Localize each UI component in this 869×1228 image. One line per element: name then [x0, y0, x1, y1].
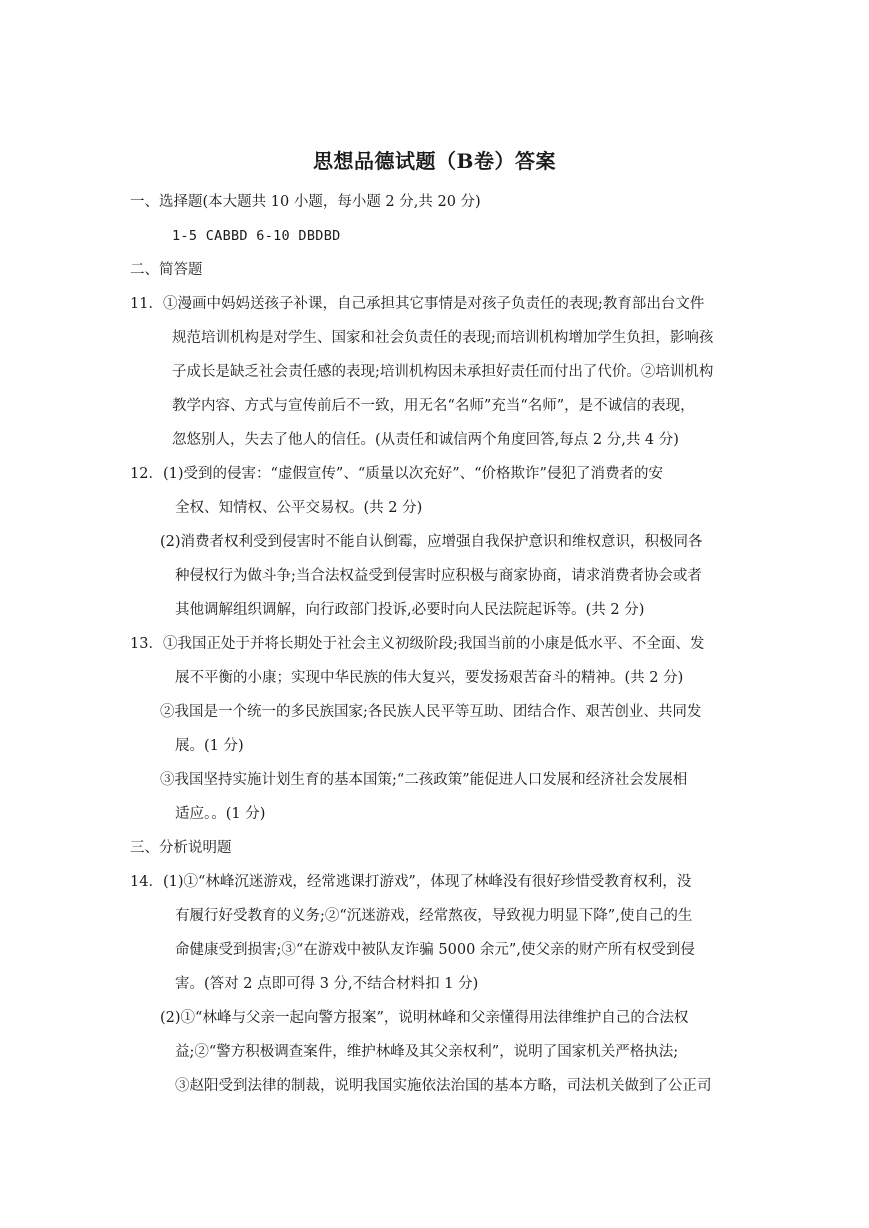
section1-heading: 一、选择题(本大题共 10 小题，每小题 2 分,共 20 分)	[130, 194, 481, 210]
q13-line: 展不平衡的小康；实现中华民族的伟大复兴，要发扬艰苦奋斗的精神。(共 2 分)	[175, 670, 684, 686]
q13-line: 适应。。(1 分)	[175, 806, 266, 822]
q13-line: 13．①我国正处于并将长期处于社会主义初级阶段;我国当前的小康是低水平、不全面、发	[130, 636, 705, 652]
q14-line: 益;②“警方积极调查案件，维护林峰及其父亲权利”，说明了国家机关严格执法;	[175, 1044, 679, 1060]
choice-answers: 1-5 CABBD 6-10 DBDBD	[172, 228, 341, 244]
q11-line: 11．①漫画中妈妈送孩子补课，自己承担其它事情是对孩子负责任的表现;教育部出台文件	[130, 296, 705, 312]
q14-line: 14．(1)①“林峰沉迷游戏，经常逃课打游戏”，体现了林峰没有很好珍惜受教育权利，没	[130, 874, 692, 890]
q14-line: 有履行好受教育的义务;②“沉迷游戏，经常熬夜，导致视力明显下降”,使自己的生	[175, 908, 693, 924]
q13-line: ③我国坚持实施计划生育的基本国策;“二孩政策”能促进人口发展和经济社会发展相	[160, 772, 688, 788]
q12-line: (2)消费者权利受到侵害时不能自认倒霉，应增强自我保护意识和维权意识，积极同各	[160, 534, 703, 550]
q14-line: ③赵阳受到法律的制裁，说明我国实施依法治国的基本方略，司法机关做到了公正司	[175, 1078, 712, 1094]
q12-line: 其他调解组织调解，向行政部门投诉,必要时向人民法院起诉等。(共 2 分)	[175, 602, 645, 618]
section3-heading: 三、分析说明题	[130, 840, 232, 856]
q11-line: 子成长是缺乏社会责任感的表现;培训机构因未承担好责任而付出了代价。②培训机构	[172, 364, 714, 380]
q13-line: 展。(1 分)	[175, 738, 244, 754]
q11-line: 忽悠别人，失去了他人的信任。(从责任和诚信两个角度回答,每点 2 分,共 4 分)	[172, 432, 679, 448]
q11-line: 规范培训机构是对学生、国家和社会负责任的表现;而培训机构增加学生负担，影响孩	[172, 330, 714, 346]
q14-line: 命健康受到损害;③“在游戏中被队友诈骗 5000 余元”,使父亲的财产所有权受到侵	[175, 942, 695, 958]
q14-line: 害。(答对 2 点即可得 3 分,不结合材料扣 1 分)	[175, 976, 479, 992]
q14-line: (2)①“林峰与父亲一起向警方报案”，说明林峰和父亲懂得用法律维护自己的合法权	[160, 1010, 689, 1026]
q12-line: 种侵权行为做斗争;当合法权益受到侵害时应积极与商家协商，请求消费者协会或者	[175, 568, 702, 584]
q12-line: 12．(1)受到的侵害：“虚假宣传”、“质量以次充好”、“价格欺诈”侵犯了消费者的安	[130, 466, 663, 482]
q11-line: 教学内容、方式与宣传前后不一致，用无名“名师”充当“名师”，是不诚信的表现，	[172, 398, 695, 414]
q13-line: ②我国是一个统一的多民族国家;各民族人民平等互助、团结合作、艰苦创业、共同发	[160, 704, 702, 720]
section2-heading: 二、简答题	[130, 262, 203, 278]
q12-line: 全权、知情权、公平交易权。(共 2 分)	[175, 500, 423, 516]
page-title: 思想品德试题（B卷）答案	[313, 149, 556, 173]
